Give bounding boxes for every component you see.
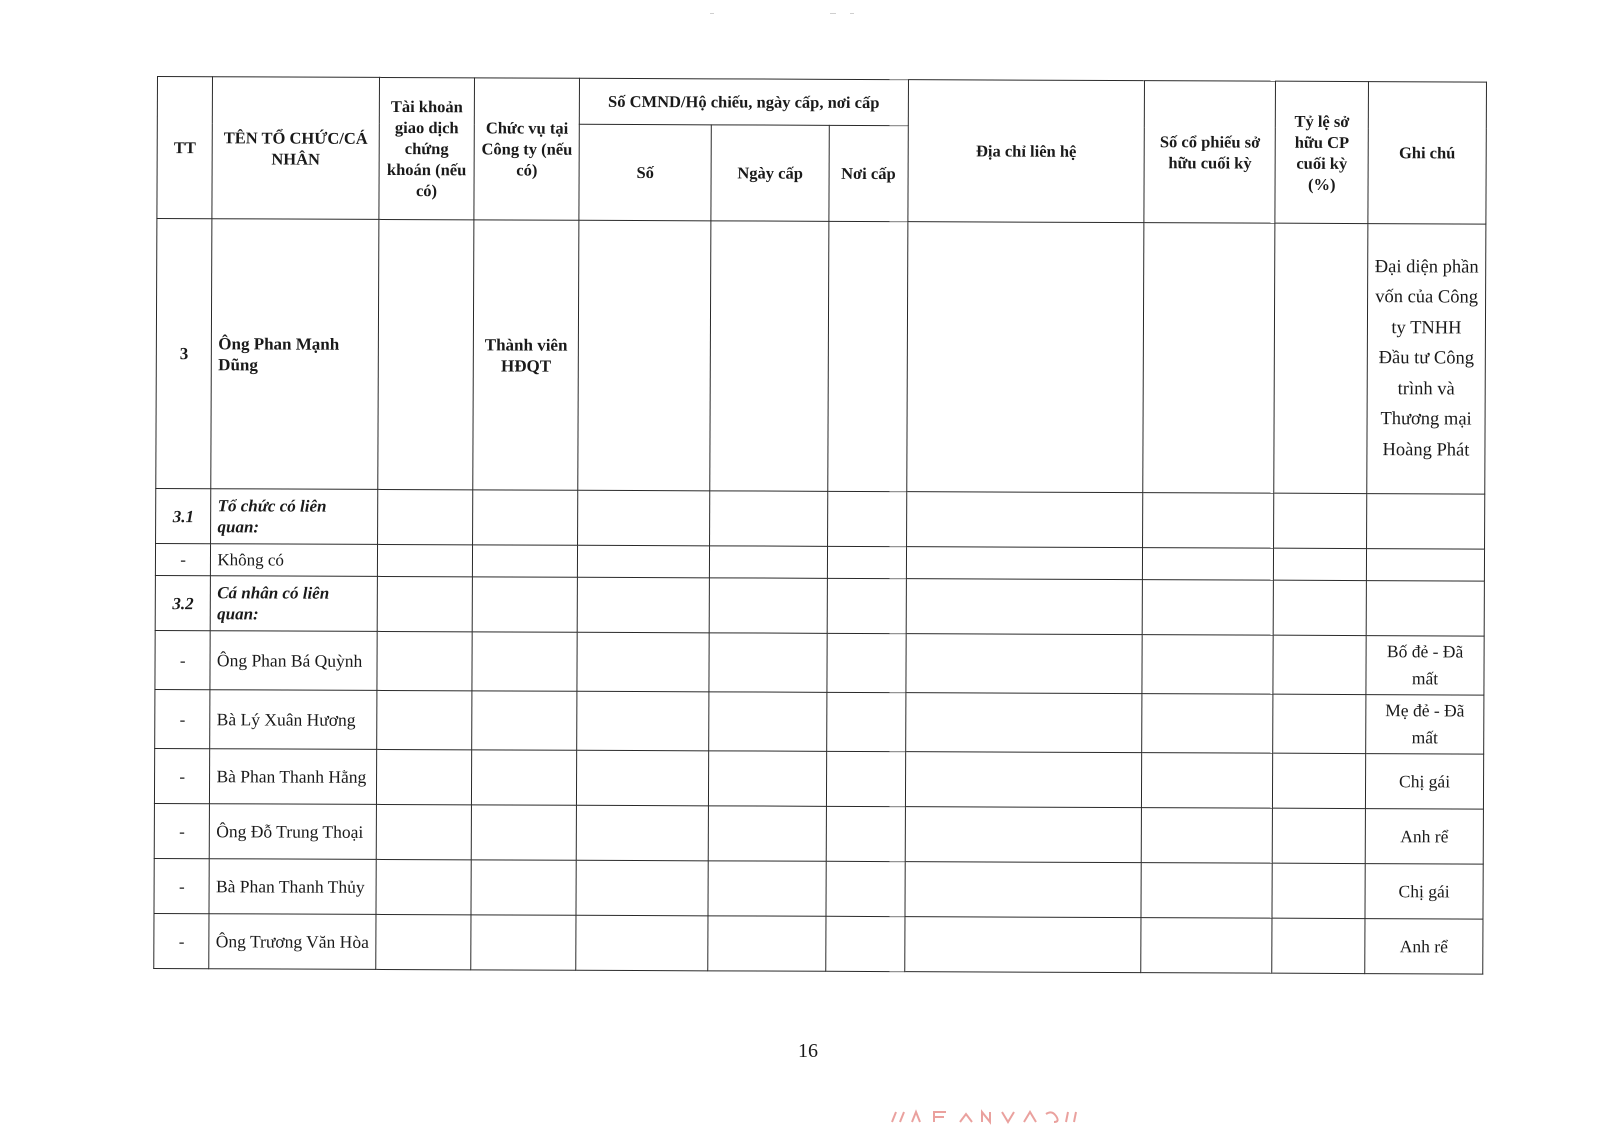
page-number: 16 [798, 1040, 818, 1062]
org-row-tt: - [155, 543, 211, 575]
person-row-tt: - [155, 689, 211, 748]
header-id-number: Số [579, 124, 711, 221]
org-row-name: Không có [211, 544, 377, 577]
main-id-number-cell [578, 220, 711, 491]
main-name: Ông Phan Mạnh Dũng [211, 219, 378, 490]
table-row [154, 858, 1483, 919]
scan-noise-mark [700, 12, 900, 15]
stamp-fragment [890, 1106, 1090, 1126]
related-person-header-row [155, 575, 1484, 636]
person-row-name: Ông Trương Văn Hòa [209, 914, 375, 970]
related-org-label: Tổ chức có liên quan: [211, 489, 377, 545]
main-person-row [156, 219, 1486, 495]
header-ratio: Tỷ lệ sở hữu CP cuối kỳ (%) [1275, 81, 1368, 223]
related-org-tt: 3.1 [156, 488, 212, 543]
main-address-cell [906, 222, 1144, 493]
person-row-tt: - [154, 858, 210, 913]
related-person-label: Cá nhân có liên quan: [211, 576, 377, 632]
person-row-note: Bố đẻ - Đã mất [1366, 636, 1484, 695]
related-persons-table [153, 76, 1487, 975]
header-name: TÊN TỔ CHỨC/CÁ NHÂN [212, 77, 379, 220]
table-row [155, 689, 1484, 754]
person-row-note: Mẹ đẻ - Đã mất [1366, 695, 1484, 754]
header-address: Địa chỉ liên hệ [907, 80, 1144, 223]
person-row-name: Bà Phan Thanh Thủy [209, 859, 375, 915]
header-issue-place: Nơi cấp [829, 125, 908, 221]
main-note: Đại diện phần vốn của Công ty TNHH Đầu tư Công trình và Thương mại Hoàng Phát [1367, 224, 1486, 494]
main-issue-date-cell [710, 221, 829, 491]
person-row-name: Ông Phan Bá Quỳnh [210, 631, 376, 691]
person-row-tt: - [154, 748, 210, 803]
main-tt: 3 [156, 219, 213, 489]
main-ratio-cell [1274, 223, 1368, 493]
header-shares: Số cổ phiếu sở hữu cuối kỳ [1144, 81, 1276, 224]
main-account-cell [377, 219, 474, 489]
org-row-note [1366, 549, 1484, 581]
header-account: Tài khoản giao dịch chứng khoán (nếu có) [379, 77, 475, 219]
person-row-note: Chị gái [1365, 864, 1483, 919]
header-issue-date: Ngày cấp [711, 125, 829, 221]
header-id-group: Số CMND/Hộ chiếu, ngày cấp, nơi cấp [579, 78, 908, 125]
person-row-tt: - [154, 803, 210, 858]
table-row [154, 913, 1483, 974]
main-position: Thành viên HĐQT [473, 220, 579, 490]
table-row [154, 748, 1483, 809]
related-org-header-row [156, 488, 1485, 549]
related-person-tt: 3.2 [155, 575, 211, 630]
person-row-note: Chị gái [1365, 754, 1483, 809]
person-row-note: Anh rể [1365, 919, 1483, 974]
header-tt: TT [157, 77, 213, 219]
person-row-tt: - [155, 630, 211, 689]
person-row-note: Anh rể [1365, 809, 1483, 864]
table-row [155, 630, 1484, 695]
person-row-name: Bà Lý Xuân Hương [210, 690, 376, 750]
header-note: Ghi chú [1368, 82, 1487, 224]
person-row-name: Ông Đỗ Trung Thoại [210, 804, 376, 860]
person-row-tt: - [154, 913, 210, 968]
main-shares-cell [1143, 223, 1275, 494]
header-position: Chức vụ tại Công ty (nếu có) [474, 78, 579, 220]
header-row-top [157, 77, 1486, 129]
person-row-name: Bà Phan Thanh Hằng [210, 749, 376, 805]
table-row [154, 803, 1483, 864]
main-issue-place-cell [828, 221, 908, 491]
